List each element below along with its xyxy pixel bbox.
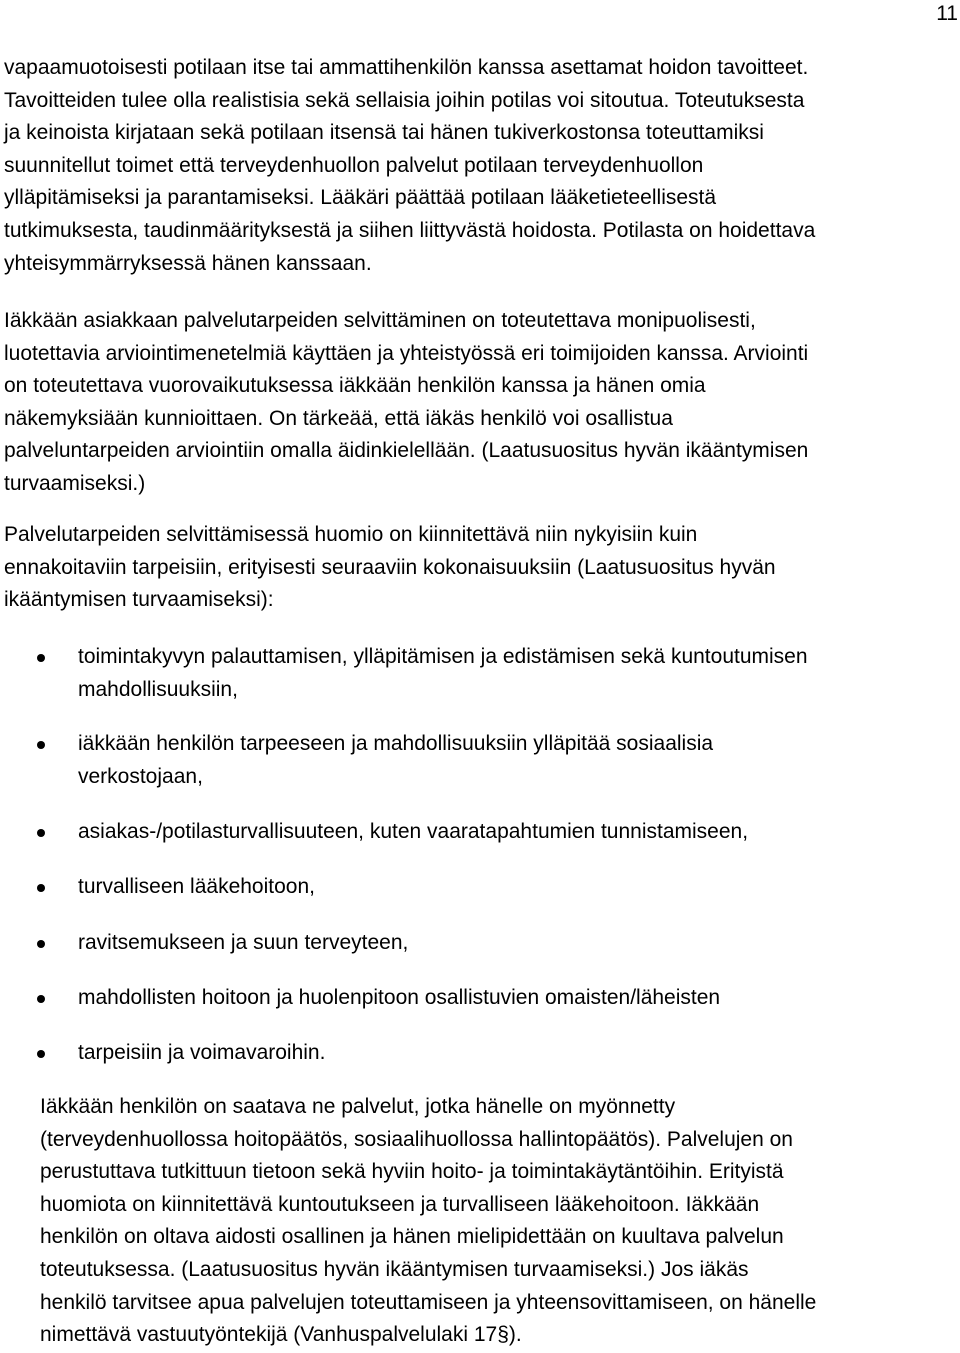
text-line: ikääntymisen turvaamiseksi): bbox=[4, 588, 274, 612]
paragraph-service-needs-assessment bbox=[4, 305, 960, 501]
text-line: asiakas-/potilasturvallisuuteen, kuten vaaratapahtumien tunnistamiseen, bbox=[78, 820, 749, 843]
page-number: 11 bbox=[936, 2, 958, 25]
text-line: luotettavia arviointimenetelmiä käyttäen ja yhteistyössä eri toimijoiden kanssa. Arviointi bbox=[4, 341, 809, 365]
text-line: Iäkkään henkilön on saatava ne palvelut, jotka hänelle on myönnetty bbox=[40, 1095, 676, 1118]
text-line: näkemyksiään kunnioittaen. On tärkeää, että iäkäs henkilö voi osallistua bbox=[4, 406, 673, 430]
text-line: ennakoitaviin tarpeisiin, erityisesti seuraaviin kokonaisuuksiin (Laatusuositus hyvän bbox=[4, 555, 776, 579]
bullet-icon bbox=[37, 995, 45, 1003]
paragraph-care-goals bbox=[4, 52, 960, 280]
text-line: huomiota on kiinnitettävä kuntoutukseen ja turvalliseen lääkehoitoon. Iäkkään bbox=[40, 1192, 760, 1216]
text-line: verkostojaan, bbox=[78, 764, 203, 788]
bullet-icon bbox=[37, 884, 45, 892]
paragraph-services-entitlement bbox=[40, 1091, 960, 1352]
bullet-icon bbox=[37, 940, 45, 948]
text-line: turvaamiseksi.) bbox=[4, 471, 146, 495]
bullet-icon bbox=[37, 829, 45, 837]
bullet-icon bbox=[37, 1050, 45, 1058]
text-line: vapaamuotoisesti potilaan itse tai ammattihenkilön kanssa asettamat hoidon tavoitteet. bbox=[4, 56, 809, 79]
text-line: nimettävä vastuutyöntekijä (Vanhuspalvelulaki 17§). bbox=[40, 1323, 522, 1347]
text-line: Palvelutarpeiden selvittämisessä huomio on kiinnitettävä niin nykyisiin kuin bbox=[4, 523, 698, 546]
text-line: tutkimuksesta, taudinmäärityksestä ja siihen liittyvästä hoidosta. Potilasta on hoidettava bbox=[4, 218, 816, 242]
text-line: Tavoitteiden tulee olla realistisia sekä sellaisia joihin potilas voi sitoutua. Toteutuksesta bbox=[4, 88, 805, 112]
text-line: iäkkään henkilön tarpeeseen ja mahdollisuuksiin ylläpitää sosiaalisia bbox=[78, 732, 714, 755]
text-line: yhteisymmärryksessä hänen kanssaan. bbox=[4, 251, 372, 275]
text-line: ja keinoista kirjataan sekä potilaan itsensä tai hänen tukiverkostonsa toteuttamiksi bbox=[4, 121, 764, 145]
text-line: Iäkkään asiakkaan palvelutarpeiden selvittäminen on toteutettava monipuolisesti, bbox=[4, 309, 756, 332]
text-line: (terveydenhuollossa hoitopäätös, sosiaalihuollossa hallintopäätös). Palvelujen on bbox=[40, 1127, 793, 1151]
text-line: mahdollisuuksiin, bbox=[78, 677, 238, 701]
text-line: henkilö tarvitsee apua palvelujen toteuttamiseen ja yhteensovittamiseen, on hänelle bbox=[40, 1290, 817, 1314]
text-line: perustuttava tutkittuun tietoon sekä hyviin hoito- ja toimintakäytäntöihin. Erityistä bbox=[40, 1160, 784, 1184]
text-line: toimintakyvyn palauttamisen, ylläpitämisen ja edistämisen sekä kuntoutumisen bbox=[78, 645, 808, 668]
text-line: toteutuksessa. (Laatusuositus hyvän ikääntymisen turvaamiseksi.) Jos iäkäs bbox=[40, 1257, 749, 1281]
bullet-icon bbox=[37, 654, 45, 662]
text-line: turvalliseen lääkehoitoon, bbox=[78, 875, 315, 898]
text-line: suunnitellut toimet että terveydenhuollon palvelut potilaan terveydenhuollon bbox=[4, 153, 704, 177]
text-line: henkilön on oltava aidosti osallinen ja hänen mielipidettään on kuultava palvelun bbox=[40, 1225, 784, 1249]
text-line: ylläpitämiseksi ja parantamiseksi. Lääkäri päättää potilaan lääketieteellisestä bbox=[4, 186, 717, 210]
paragraph-list-intro bbox=[4, 519, 960, 617]
bullet-icon bbox=[37, 741, 45, 749]
text-line: on toteutettava vuorovaikutuksessa iäkkään henkilön kanssa ja hänen omia bbox=[4, 374, 706, 398]
text-line: ravitsemukseen ja suun terveyteen, bbox=[78, 931, 409, 954]
text-line: tarpeisiin ja voimavaroihin. bbox=[78, 1041, 326, 1064]
text-line: mahdollisten hoitoon ja huolenpitoon osallistuvien omaisten/läheisten bbox=[78, 986, 721, 1009]
text-line: palveluntarpeiden arviointiin omalla äidinkielellään. (Laatusuositus hyvän ikääntymisen bbox=[4, 439, 809, 463]
